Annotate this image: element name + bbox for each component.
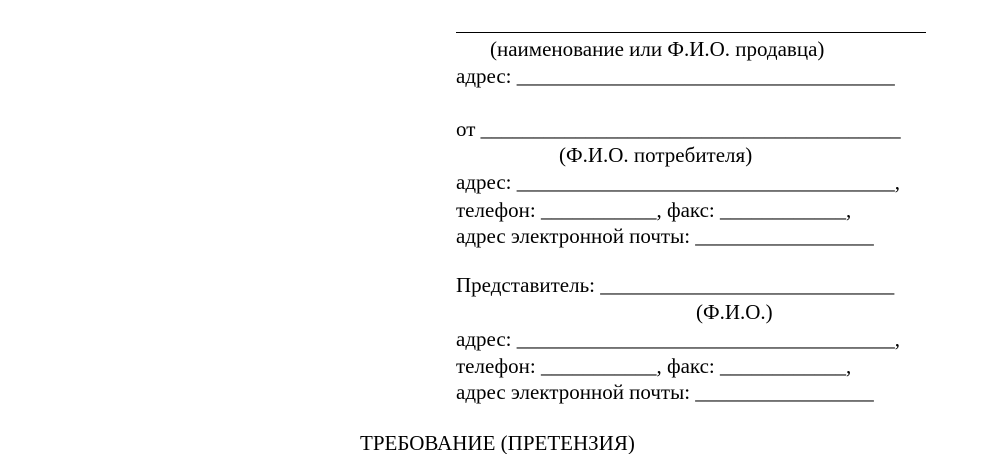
representative-phone-fax-line: телефон: ___________, факс: ____________, — [456, 354, 852, 378]
document-title: ТРЕБОВАНИЕ (ПРЕТЕНЗИЯ) — [360, 431, 635, 454]
representative-address-line: адрес: ____________________________________, — [456, 327, 901, 351]
seller-caption: (наименование или Ф.И.О. продавца) — [490, 37, 825, 61]
consumer-caption: (Ф.И.О. потребителя) — [559, 143, 753, 167]
representative-caption: (Ф.И.О.) — [696, 300, 773, 324]
consumer-address-line: адрес: ____________________________________, — [456, 170, 901, 194]
representative-line: Представитель: ____________________________ — [456, 273, 895, 297]
seller-name-blank-line — [456, 32, 926, 33]
consumer-phone-fax-line: телефон: ___________, факс: ____________, — [456, 198, 852, 222]
seller-address-line: адрес: ____________________________________ — [456, 64, 895, 88]
representative-email-line: адрес электронной почты: _________________ — [456, 380, 874, 404]
consumer-email-line: адрес электронной почты: _________________ — [456, 224, 874, 248]
from-line: от ________________________________________ — [456, 117, 901, 141]
